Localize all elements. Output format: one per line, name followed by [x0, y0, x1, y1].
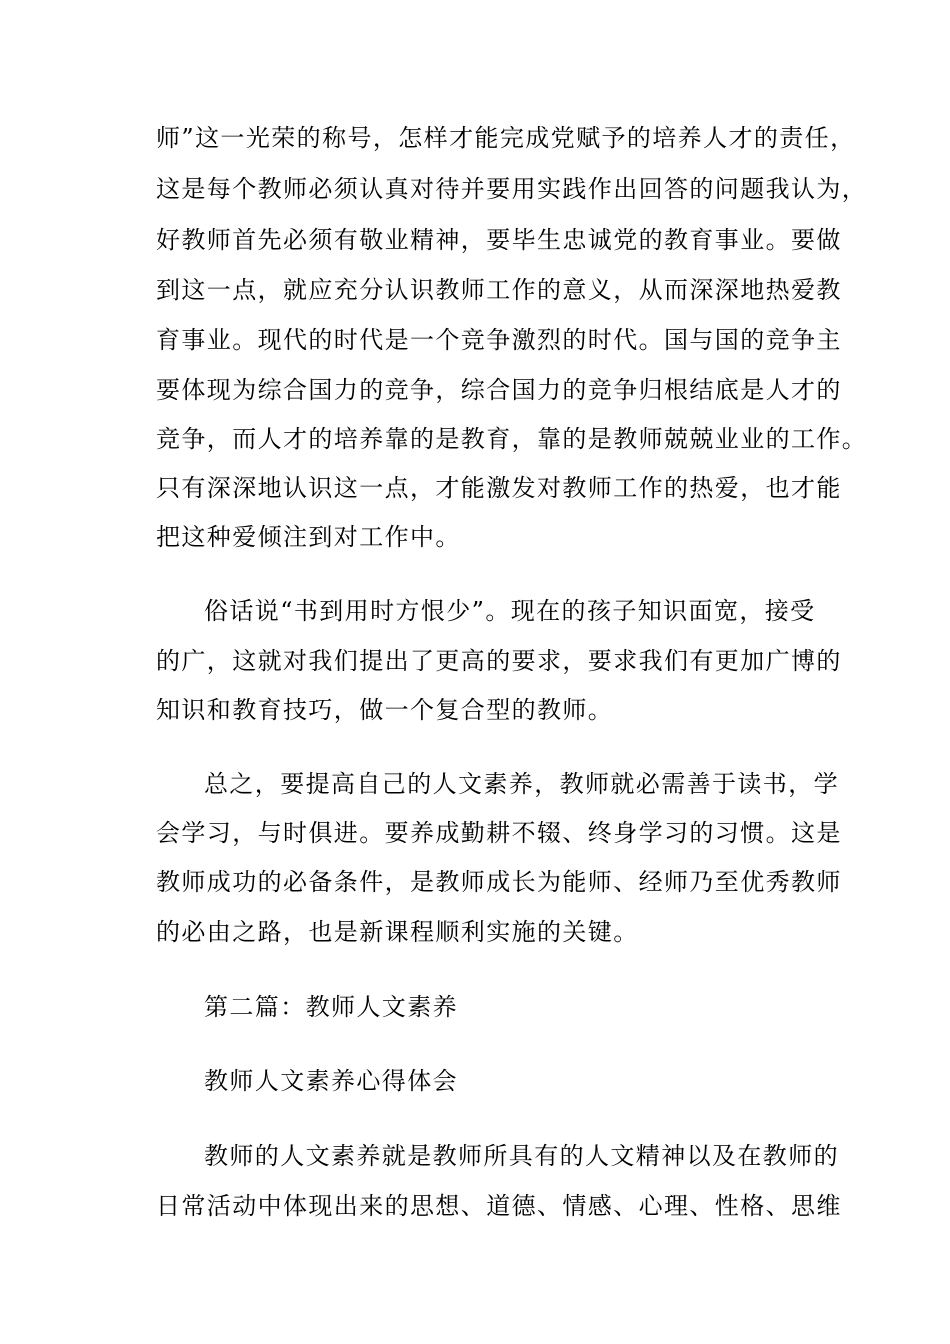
- paragraph-line: 知识和教育技巧，做一个复合型的教师。: [156, 696, 614, 724]
- section-title: 第二篇：教师人文素养: [204, 993, 458, 1021]
- paragraph-line: 这是每个教师必须认真对待并要用实践作出回答的问题我认为，: [156, 175, 868, 203]
- paragraph-line: 教师成功的必备条件，是教师成长为能师、经师乃至优秀教师: [156, 868, 842, 896]
- paragraph-line: 师”这一光荣的称号，怎样才能完成党赋予的培养人才的责任，: [156, 124, 856, 152]
- paragraph-line: 俗话说“书到用时方恨少”。现在的孩子知识面宽，接受: [204, 597, 816, 625]
- article-title: 教师人文素养心得体会: [204, 1067, 458, 1095]
- paragraph-line: 会学习，与时俱进。要养成勤耕不辍、终身学习的习惯。这是: [156, 819, 842, 847]
- paragraph-line: 只有深深地认识这一点，才能激发对教师工作的热爱，也才能: [156, 474, 842, 502]
- paragraph-line: 好教师首先必须有敬业精神，要毕生忠诚党的教育事业。要做: [156, 226, 842, 254]
- paragraph-line: 育事业。现代的时代是一个竞争激烈的时代。国与国的竞争主: [156, 326, 842, 354]
- paragraph-line: 把这种爱倾注到对工作中。: [156, 523, 461, 551]
- paragraph-line: 的广，这就对我们提出了更高的要求，要求我们有更加广博的: [156, 647, 842, 675]
- paragraph-line: 要体现为综合国力的竞争，综合国力的竞争归根结底是人才的: [156, 376, 842, 404]
- paragraph-line: 竞争，而人才的培养靠的是教育，靠的是教师兢兢业业的工作。: [156, 425, 868, 453]
- paragraph-line: 总之，要提高自己的人文素养，教师就必需善于读书，学: [204, 770, 839, 798]
- paragraph-line: 日常活动中体现出来的思想、道德、情感、心理、性格、思维: [156, 1192, 842, 1220]
- paragraph-line: 教师的人文素养就是教师所具有的人文精神以及在教师的: [204, 1142, 839, 1170]
- paragraph-line: 到这一点，就应充分认识教师工作的意义，从而深深地热爱教: [156, 276, 842, 304]
- paragraph-line: 的必由之路，也是新课程顺利实施的关键。: [156, 918, 639, 946]
